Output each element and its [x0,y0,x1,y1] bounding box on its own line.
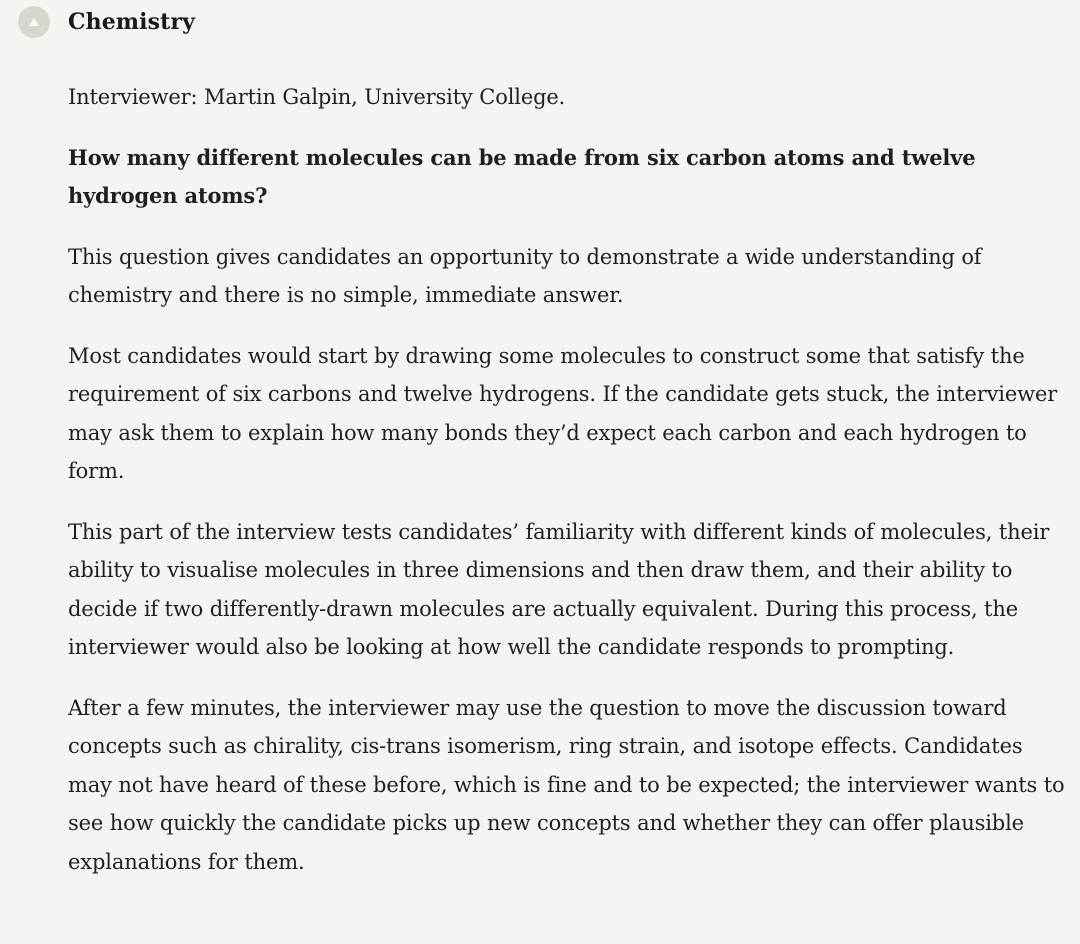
collapse-toggle-button[interactable] [18,6,50,38]
triangle-up-icon [28,17,40,27]
section-content [68,78,1068,903]
accordion-header[interactable] [18,6,195,38]
paragraph-4: After a few minutes, the interviewer may use the question to move the discussion toward concepts such as chirality, cis-trans isomerism, ring strain, and isotope effects. Candidates may not have heard of these before, which is fine and to be expected; the interviewer wants to see how quickly the candidate picks up new concepts and whether they can offer plausible explanations for them. [68,695,1065,874]
paragraph-1: This question gives candidates an opportunity to demonstrate a wide understanding of chemistry and there is no simple, immediate answer. [68,244,982,307]
interviewer-credit: Interviewer: Martin Galpin, University College. [68,85,566,109]
paragraph-3: This part of the interview tests candidates’ familiarity with different kinds of molecules, their ability to visualise molecules in three dimensions and then draw them, and their ability to decide if two differently-drawn molecules are actually equivalent. During this process, the interviewer would also be looking at how well the candidate responds to prompting. [68,519,1050,659]
section-title[interactable]: Chemistry [68,9,195,35]
interview-question: How many different molecules can be made from six carbon atoms and twelve hydrogen atoms? [68,144,976,208]
paragraph-2: Most candidates would start by drawing some molecules to construct some that satisfy the requirement of six carbons and twelve hydrogens. If the candidate gets stuck, the interviewer may ask them to explain how many bonds they’d expect each carbon and each hydrogen to form. [68,343,1058,483]
